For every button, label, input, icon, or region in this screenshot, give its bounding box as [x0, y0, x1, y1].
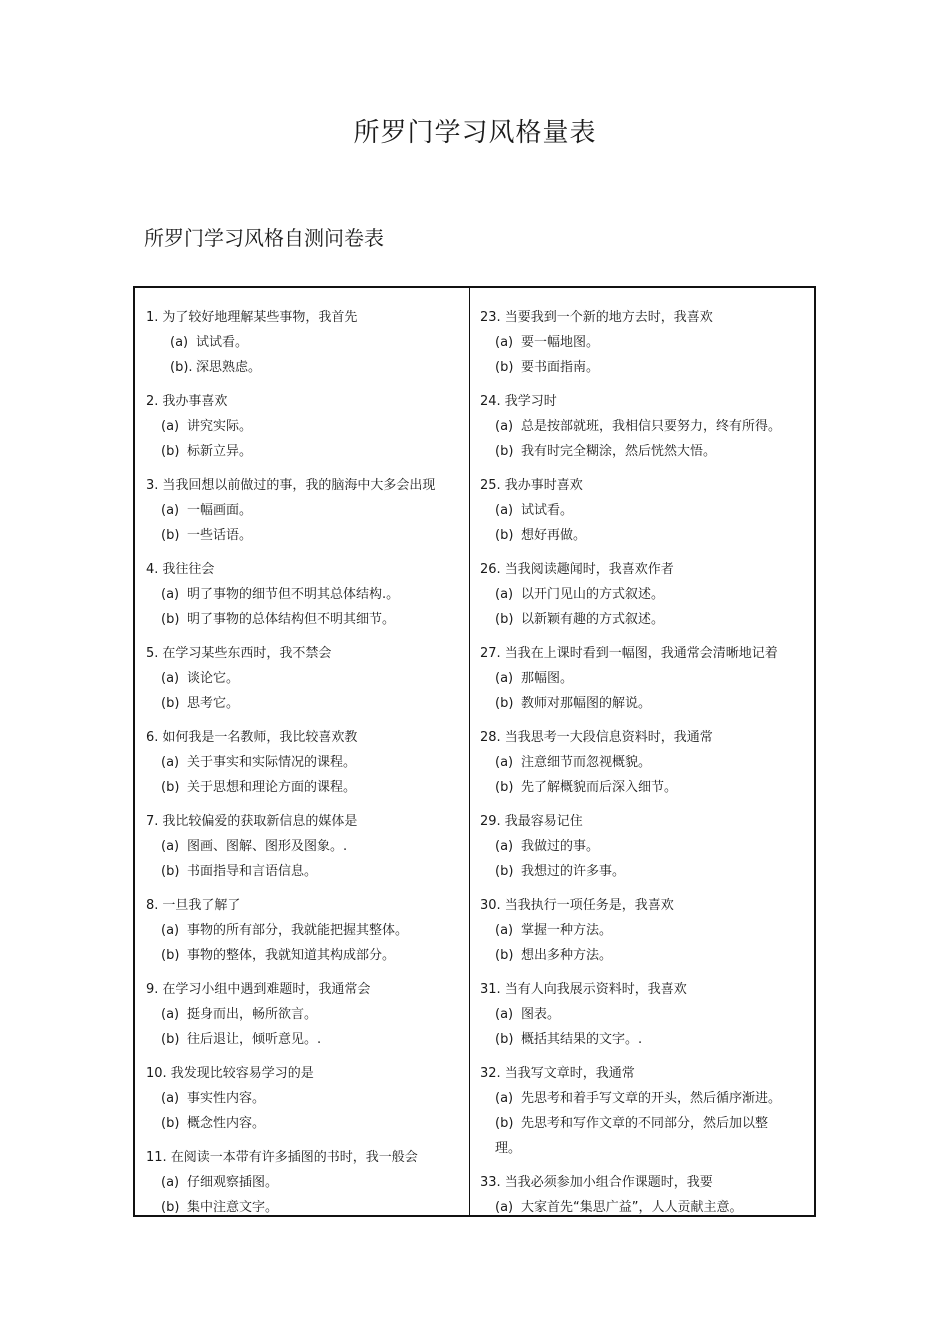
option-a [480, 1086, 814, 1111]
option-text: 明了事物的总体结构但不明其细节。 [187, 612, 396, 627]
option-text: 注意细节而忽视概貌。 [521, 755, 652, 770]
page-title: 所罗门学习风格量表 [353, 118, 597, 148]
option-text: 试试看。 [196, 335, 249, 350]
question-stem [146, 977, 469, 1002]
option-text: 我做过的事。 [521, 839, 600, 854]
question-stem [146, 1145, 469, 1170]
option-label: (b) [161, 696, 180, 711]
question-stem [146, 557, 469, 582]
question-number: 2. [146, 394, 159, 409]
option-a [146, 414, 469, 439]
option-label: (a) [495, 335, 514, 350]
option-text: 往后退让，倾听意见。. [187, 1032, 322, 1047]
question-stem [480, 977, 814, 1002]
option-label: (b) [161, 948, 180, 963]
option-b [146, 439, 469, 464]
option-label: (a) [495, 923, 514, 938]
option-text: 先了解概貌而后深入细节。 [521, 780, 678, 795]
option-label: (a) [495, 671, 514, 686]
question-text: 如何我是一名教师，我比较喜欢教 [162, 730, 358, 745]
question-item [146, 809, 469, 884]
option-b [146, 1195, 469, 1217]
question-item [146, 1145, 469, 1217]
option-a [146, 1170, 469, 1195]
question-text: 当我思考一大段信息资料时，我通常 [504, 730, 713, 745]
option-a [480, 582, 814, 607]
question-item [480, 725, 814, 800]
question-text: 当我必须参加小组合作课题时，我要 [504, 1175, 713, 1190]
option-label: (a) [495, 839, 514, 854]
question-number: 23. [480, 310, 501, 325]
question-item [480, 389, 814, 464]
option-text: 挺身而出，畅所欲言。 [187, 1007, 318, 1022]
option-text: 谈论它。 [187, 671, 240, 686]
option-label: (a) [495, 1007, 514, 1022]
question-stem [480, 1170, 814, 1195]
option-label: (b) [495, 444, 514, 459]
left-column [135, 288, 470, 1215]
question-text: 我往往会 [162, 562, 215, 577]
option-b [480, 1027, 814, 1052]
question-number: 29. [480, 814, 501, 829]
question-text: 当我在上课时看到一幅图，我通常会清晰地记着 [504, 646, 778, 661]
option-text: 掌握一种方法。 [521, 923, 613, 938]
question-text: 当我写文章时，我通常 [504, 1066, 635, 1081]
option-text: 集中注意文字。 [187, 1200, 279, 1215]
question-item [480, 557, 814, 632]
question-item [146, 893, 469, 968]
option-label: (a) [495, 419, 514, 434]
option-text: 先思考和写作文章的不同部分，然后加以整 [521, 1116, 769, 1131]
option-a [146, 750, 469, 775]
option-text: 我想过的许多事。 [521, 864, 626, 879]
option-text: 以开门见山的方式叙述。 [521, 587, 665, 602]
option-label: (b) [161, 864, 180, 879]
question-stem [480, 641, 814, 666]
option-b [146, 859, 469, 884]
question-stem [146, 389, 469, 414]
question-text: 我比较偏爱的获取新信息的媒体是 [162, 814, 358, 829]
option-b [146, 775, 469, 800]
option-b [480, 859, 814, 884]
option-a [480, 834, 814, 859]
question-text: 在阅读一本带有许多插图的书时，我一般会 [170, 1150, 418, 1165]
option-label: (b) [495, 1116, 514, 1131]
question-text: 在学习某些东西时，我不禁会 [162, 646, 332, 661]
option-a [146, 582, 469, 607]
question-item [146, 389, 469, 464]
option-label: (a) [495, 1091, 514, 1106]
option-label: (b) [495, 528, 514, 543]
question-text: 当有人向我展示资料时，我喜欢 [504, 982, 687, 997]
option-label: (b) [495, 864, 514, 879]
option-label: (a) [161, 923, 180, 938]
question-number: 9. [146, 982, 159, 997]
question-item [146, 725, 469, 800]
question-item [146, 473, 469, 548]
option-b [146, 1111, 469, 1136]
question-stem [146, 305, 469, 330]
option-label: (a) [161, 671, 180, 686]
question-number: 32. [480, 1066, 501, 1081]
option-text: 想出多种方法。 [521, 948, 613, 963]
option-text: 明了事物的细节但不明其总体结构.。 [187, 587, 400, 602]
option-text: 要一幅地图。 [521, 335, 600, 350]
option-text: 大家首先“集思广益”，人人贡献主意。 [521, 1200, 743, 1215]
question-text: 为了较好地理解某些事物，我首先 [162, 310, 358, 325]
option-b [146, 943, 469, 968]
option-text: 我有时完全糊涂，然后恍然大悟。 [521, 444, 717, 459]
option-a [480, 1195, 814, 1217]
question-item [480, 977, 814, 1052]
option-a [480, 666, 814, 691]
option-a [480, 498, 814, 523]
question-number: 26. [480, 562, 501, 577]
option-label: (a) [495, 503, 514, 518]
question-item [480, 893, 814, 968]
option-label: (b) [495, 1032, 514, 1047]
option-text: 事物的整体，我就知道其构成部分。 [187, 948, 396, 963]
option-text: 试试看。 [521, 503, 574, 518]
question-text: 一旦我了解了 [162, 898, 241, 913]
option-text: 仔细观察插图。 [187, 1175, 279, 1190]
question-stem [480, 725, 814, 750]
question-item [480, 809, 814, 884]
question-stem [480, 473, 814, 498]
option-b [480, 1111, 814, 1136]
question-stem [146, 473, 469, 498]
option-label: (a) [495, 755, 514, 770]
question-stem [146, 1061, 469, 1086]
question-number: 24. [480, 394, 501, 409]
option-text: 事实性内容。 [187, 1091, 266, 1106]
question-text: 我发现比较容易学习的是 [170, 1066, 314, 1081]
option-text: 先思考和着手写文章的开头，然后循序渐进。 [521, 1091, 782, 1106]
option-label: (a) [161, 839, 180, 854]
question-item [146, 977, 469, 1052]
questionnaire-table [133, 286, 816, 1217]
option-text: 概括其结果的文字。. [521, 1032, 643, 1047]
option-label: (b) [161, 780, 180, 795]
question-stem [480, 389, 814, 414]
option-text: 一幅画面。 [187, 503, 253, 518]
option-a [146, 498, 469, 523]
question-number: 28. [480, 730, 501, 745]
question-stem [146, 809, 469, 834]
option-b [146, 607, 469, 632]
option-label: (a) [161, 755, 180, 770]
option-text: 那幅图。 [521, 671, 574, 686]
question-number: 10. [146, 1066, 167, 1081]
option-label: (a) [161, 503, 180, 518]
question-number: 27. [480, 646, 501, 661]
option-text: 图表。 [521, 1007, 561, 1022]
question-item [480, 473, 814, 548]
question-text: 我学习时 [504, 394, 557, 409]
question-number: 6. [146, 730, 159, 745]
option-label: (b) [161, 528, 180, 543]
option-text: 想好再做。 [521, 528, 587, 543]
option-a [146, 1002, 469, 1027]
option-label: (a) [161, 1091, 180, 1106]
option-b [480, 691, 814, 716]
option-label: (b). [170, 360, 193, 375]
question-item [146, 1061, 469, 1136]
question-text: 我最容易记住 [504, 814, 583, 829]
option-a [480, 750, 814, 775]
option-text: 事物的所有部分，我就能把握其整体。 [187, 923, 409, 938]
option-b [146, 1027, 469, 1052]
option-label: (b) [161, 444, 180, 459]
question-number: 5. [146, 646, 159, 661]
option-label: (b) [161, 1032, 180, 1047]
option-label: (b) [495, 948, 514, 963]
question-text: 当要我到一个新的地方去时，我喜欢 [504, 310, 713, 325]
option-label: (b) [161, 1116, 180, 1131]
question-number: 4. [146, 562, 159, 577]
question-text: 在学习小组中遇到难题时，我通常会 [162, 982, 371, 997]
option-text: 讲究实际。 [187, 419, 253, 434]
option-label: (a) [495, 1200, 514, 1215]
question-item [480, 1170, 814, 1217]
option-label: (a) [170, 335, 189, 350]
option-text: 书面指导和言语信息。 [187, 864, 318, 879]
option-text: 概念性内容。 [187, 1116, 266, 1131]
option-text: 思考它。 [187, 696, 240, 711]
option-b [480, 943, 814, 968]
question-item [480, 1061, 814, 1161]
question-item [146, 305, 469, 380]
option-label: (a) [495, 587, 514, 602]
option-label: (b) [495, 780, 514, 795]
question-text: 当我阅读趣闻时，我喜欢作者 [504, 562, 674, 577]
option-a [146, 1086, 469, 1111]
option-a [480, 1002, 814, 1027]
question-number: 1. [146, 310, 159, 325]
question-number: 25. [480, 478, 501, 493]
option-a [146, 918, 469, 943]
option-a [146, 834, 469, 859]
question-number: 7. [146, 814, 159, 829]
option-b [480, 439, 814, 464]
option-text: 教师对那幅图的解说。 [521, 696, 652, 711]
question-number: 8. [146, 898, 159, 913]
option-text: 要书面指南。 [521, 360, 600, 375]
question-stem [146, 893, 469, 918]
question-text: 当我执行一项任务是，我喜欢 [504, 898, 674, 913]
option-label: (b) [495, 360, 514, 375]
question-stem [480, 893, 814, 918]
option-b-continued: 理。 [495, 1141, 522, 1156]
option-text: 深思熟虑。 [196, 360, 262, 375]
question-stem [480, 809, 814, 834]
option-label: (a) [161, 419, 180, 434]
question-number: 11. [146, 1150, 167, 1165]
option-a [146, 330, 469, 355]
option-label: (b) [495, 696, 514, 711]
question-stem [146, 725, 469, 750]
option-text: 一些话语。 [187, 528, 253, 543]
option-text: 总是按部就班，我相信只要努力，终有所得。 [521, 419, 782, 434]
question-text: 我办事时喜欢 [504, 478, 583, 493]
question-text: 我办事喜欢 [162, 394, 228, 409]
question-number: 33. [480, 1175, 501, 1190]
option-label: (b) [495, 612, 514, 627]
question-item [146, 641, 469, 716]
option-text: 关于思想和理论方面的课程。 [187, 780, 357, 795]
option-b [480, 523, 814, 548]
question-stem [480, 1061, 814, 1086]
option-label: (b) [161, 612, 180, 627]
option-label: (a) [161, 1175, 180, 1190]
option-b [480, 355, 814, 380]
question-text: 当我回想以前做过的事，我的脑海中大多会出现 [162, 478, 436, 493]
question-item [480, 641, 814, 716]
question-number: 3. [146, 478, 159, 493]
option-text: 图画、图解、图形及图象。. [187, 839, 348, 854]
question-item [480, 305, 814, 380]
option-text: 标新立异。 [187, 444, 253, 459]
question-number: 30. [480, 898, 501, 913]
option-a [146, 666, 469, 691]
question-stem [480, 557, 814, 582]
option-a [480, 330, 814, 355]
option-b [146, 691, 469, 716]
option-label: (a) [161, 1007, 180, 1022]
option-b [480, 775, 814, 800]
option-a [480, 918, 814, 943]
section-title: 所罗门学习风格自测问卷表 [144, 226, 384, 250]
option-a [480, 414, 814, 439]
option-b [480, 607, 814, 632]
option-b [146, 523, 469, 548]
question-number: 31. [480, 982, 501, 997]
option-text: 以新颖有趣的方式叙述。 [521, 612, 665, 627]
option-label: (a) [161, 587, 180, 602]
question-item [146, 557, 469, 632]
option-b [146, 355, 469, 380]
option-text: 关于事实和实际情况的课程。 [187, 755, 357, 770]
question-stem [146, 641, 469, 666]
option-label: (b) [161, 1200, 180, 1215]
question-stem [480, 305, 814, 330]
right-column [470, 288, 814, 1215]
